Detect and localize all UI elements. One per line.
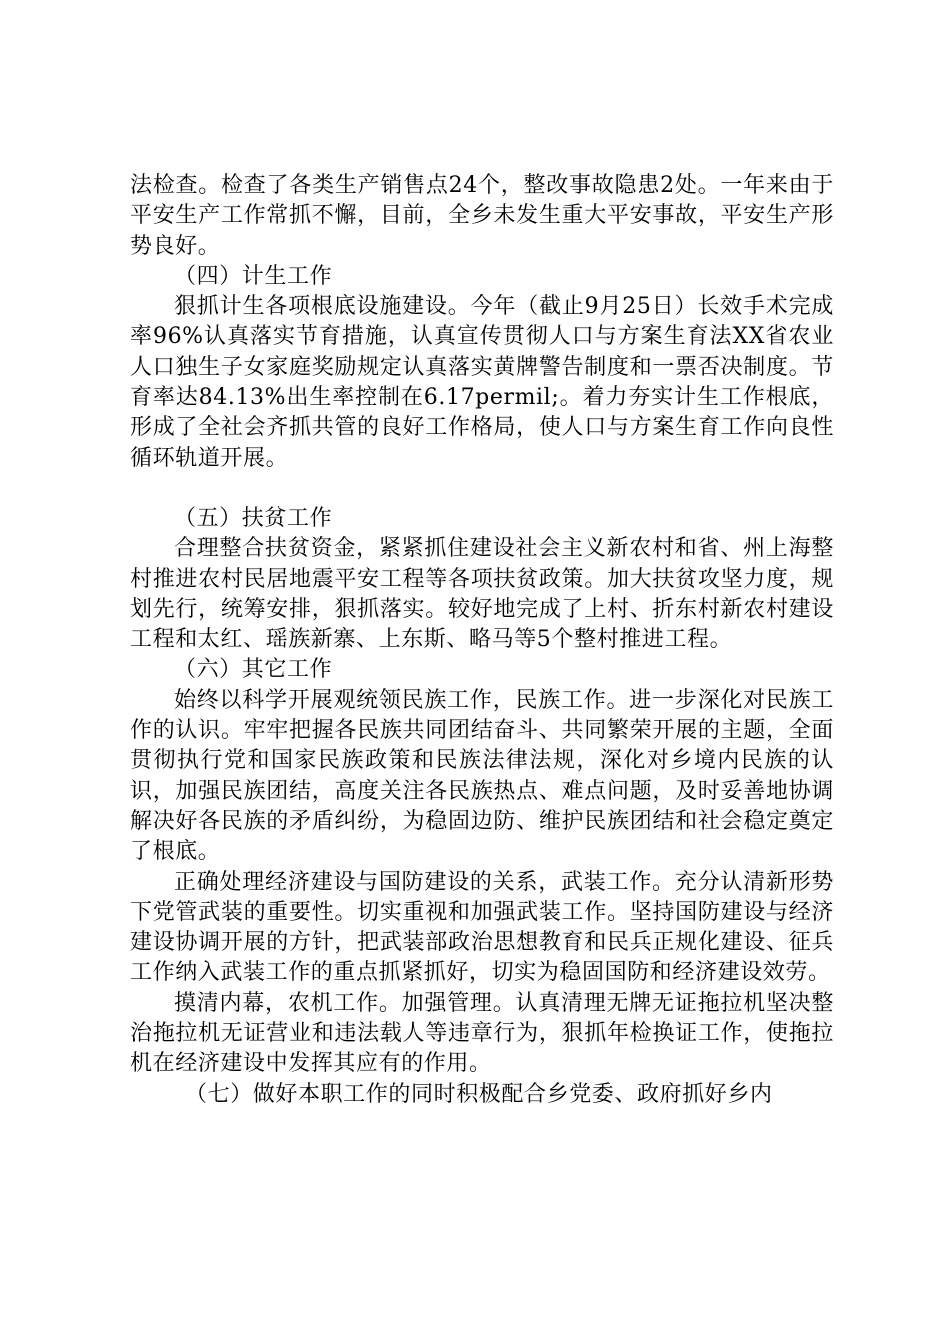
- paragraph-agricultural-machinery: 摸清内幕，农机工作。加强管理。认真清理无牌无证拖拉机坚决整治拖拉机无证营业和违法载人等违章行为，狠抓年检换证工作，使拖拉机在经济建设中发挥其应有的作用。: [130, 990, 834, 1077]
- paragraph-poverty-alleviation: 合理整合扶贫资金，紧紧抓住建设社会主义新农村和省、州上海整村推进农村民居地震平安工程等各项扶贫政策。加大扶贫攻坚力度，规划先行，统筹安排，狠抓落实。较好地完成了上村、折东村新农村建设工程和太红、瑶族新寨、上东斯、略马等5个整村推进工程。: [130, 536, 834, 653]
- paragraph-ethnic-work: 始终以科学开展观统领民族工作，民族工作。进一步深化对民族工作的认识。牢牢把握各民族共同团结奋斗、共同繁荣开展的主题，全面贯彻执行党和国家民族政策和民族法律法规，深化对乡境内民族的认识，加强民族团结，高度关注各民族热点、难点问题，及时妥善地协调解决好各民族的矛盾纠纷，为稳固边防、维护民族团结和社会稳定奠定了根底。: [130, 687, 834, 865]
- document-body: [130, 171, 834, 1110]
- heading-other-work: （六）其它工作: [174, 657, 333, 683]
- heading-poverty-alleviation: （五）扶贫工作: [174, 505, 333, 531]
- paragraph-safety-inspection: 法检查。检查了各类生产销售点24个，整改事故隐患2处。一年来由于平安生产工作常抓不懈，目前，全乡未发生重大平安事故，平安生产形势良好。: [130, 173, 834, 259]
- paragraph-armed-forces-work: 正确处理经济建设与国防建设的关系，武装工作。充分认清新形势下党管武装的重要性。切实重视和加强武装工作。坚持国防建设与经济建设协调开展的方针，把武装部政治思想教育和民兵正规化建设、征兵工作纳入武装工作的重点抓紧抓好，切实为稳固国防和经济建设效劳。: [130, 869, 834, 986]
- heading-duties-cooperation: （七）做好本职工作的同时积极配合乡党委、政府抓好乡内: [185, 1081, 773, 1107]
- paragraph-family-planning: 狠抓计生各项根底设施建设。今年（截止9月25日）长效手术完成率96%认真落实节育措施，认真宣传贯彻人口与方案生育法XX省农业人口独生子女家庭奖励规定认真落实黄牌警告制度和一票否决制度。节育率达84.13%出生率控制在6.17permil;。着力夯实计生工作根底，形成了全社会齐抓共管的良好工作格局，使人口与方案生育工作向良性循环轨道开展。: [130, 294, 834, 471]
- paragraph-gap: [130, 474, 834, 504]
- heading-family-planning: （四）计生工作: [174, 263, 333, 289]
